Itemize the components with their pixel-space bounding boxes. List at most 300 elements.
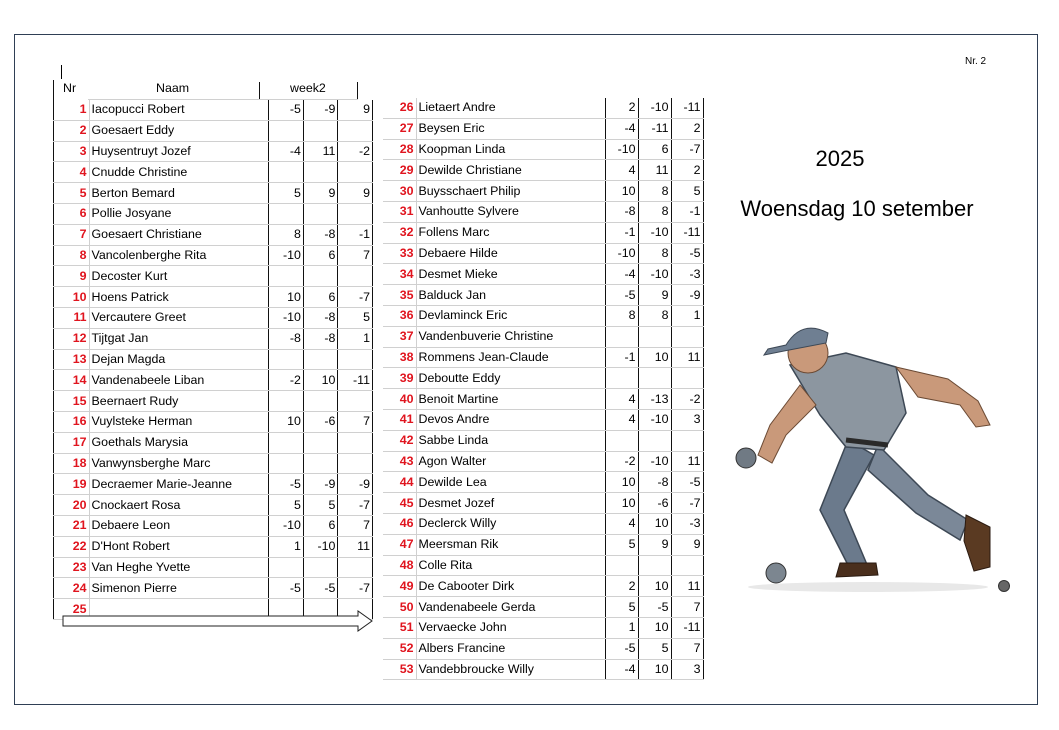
player-number: 31 [383, 201, 416, 222]
score-3: -11 [671, 98, 703, 118]
table-row [54, 120, 373, 141]
player-number: 48 [383, 555, 416, 576]
score-3 [338, 266, 373, 287]
score-2: -8 [638, 472, 671, 493]
player-name: Beysen Eric [416, 118, 605, 139]
player-number: 29 [383, 160, 416, 181]
table-row [54, 453, 373, 474]
player-number: 38 [383, 347, 416, 368]
score-2 [303, 203, 338, 224]
player-name: Dejan Magda [89, 349, 269, 370]
score-3 [671, 326, 703, 347]
score-3 [671, 555, 703, 576]
score-1: 5 [269, 495, 304, 516]
table-row [383, 617, 703, 638]
player-number: 7 [54, 224, 90, 245]
header-name: Naam [156, 81, 190, 95]
score-3: -7 [338, 495, 373, 516]
player-number: 39 [383, 368, 416, 389]
score-1 [269, 391, 304, 412]
player-name: Debaere Leon [89, 515, 269, 536]
player-name: Lietaert Andre [416, 98, 605, 118]
score-1: 2 [605, 576, 638, 597]
small-ball-icon [998, 580, 1010, 592]
player-name: Albers Francine [416, 638, 605, 659]
players-table-right [383, 98, 704, 680]
score-2: 5 [638, 638, 671, 659]
score-2: -11 [638, 118, 671, 139]
score-3: 11 [671, 347, 703, 368]
score-3: 7 [338, 245, 373, 266]
table-row [383, 597, 703, 618]
player-number: 30 [383, 181, 416, 202]
score-1: 8 [605, 305, 638, 326]
score-1: -4 [269, 141, 304, 162]
score-1: 10 [269, 411, 304, 432]
score-3: 2 [671, 160, 703, 181]
score-2: -10 [638, 451, 671, 472]
score-3: 1 [671, 305, 703, 326]
player-number: 42 [383, 430, 416, 451]
header-nr: Nr [63, 81, 77, 95]
score-3: -11 [671, 222, 703, 243]
player-name: Koopman Linda [416, 139, 605, 160]
score-3: 3 [671, 409, 703, 430]
score-2: -10 [638, 222, 671, 243]
score-1: 8 [269, 224, 304, 245]
player-number: 41 [383, 409, 416, 430]
score-3: -7 [671, 139, 703, 160]
player-name: Vandenabeele Liban [89, 370, 269, 391]
score-1: 10 [605, 472, 638, 493]
player-number: 35 [383, 285, 416, 306]
table-row [383, 493, 703, 514]
player-number: 40 [383, 389, 416, 410]
player-number: 34 [383, 264, 416, 285]
score-3 [338, 120, 373, 141]
header-week: week2 [290, 81, 326, 95]
table-row [54, 557, 373, 578]
score-1: 10 [269, 287, 304, 308]
score-2: 8 [638, 305, 671, 326]
score-2: 10 [638, 576, 671, 597]
player-number: 22 [54, 536, 90, 557]
score-3: -3 [671, 513, 703, 534]
score-1 [269, 203, 304, 224]
score-1: -8 [269, 328, 304, 349]
table-row [54, 100, 373, 120]
player-number: 10 [54, 287, 90, 308]
player-name: Declerck Willy [416, 513, 605, 534]
table-row [383, 451, 703, 472]
table-row [383, 389, 703, 410]
player-name: Meersman Rik [416, 534, 605, 555]
player-name: Desmet Mieke [416, 264, 605, 285]
table-row [54, 287, 373, 308]
score-2: -13 [638, 389, 671, 410]
player-name: De Cabooter Dirk [416, 576, 605, 597]
table-row [383, 201, 703, 222]
player-number: 24 [54, 578, 90, 599]
score-2: 10 [303, 370, 338, 391]
player-number: 32 [383, 222, 416, 243]
player-number: 9 [54, 266, 90, 287]
score-3: -11 [671, 617, 703, 638]
player-name: Cnudde Christine [89, 162, 269, 183]
score-1 [605, 368, 638, 389]
player-number: 43 [383, 451, 416, 472]
player-number: 8 [54, 245, 90, 266]
table-row [54, 370, 373, 391]
score-1: 5 [269, 183, 304, 204]
player-name: Vancolenberghe Rita [89, 245, 269, 266]
score-2: 9 [638, 534, 671, 555]
player-number: 4 [54, 162, 90, 183]
year-title: 2025 [815, 146, 865, 171]
score-1: 10 [605, 181, 638, 202]
score-3: 9 [338, 183, 373, 204]
player-name: Colle Rita [416, 555, 605, 576]
player-name: Vandebbroucke Willy [416, 659, 605, 680]
player-number: 6 [54, 203, 90, 224]
player-name: D'Hont Robert [89, 536, 269, 557]
player-name: Iacopucci Robert [89, 100, 269, 120]
table-row [54, 141, 373, 162]
score-2: 11 [638, 160, 671, 181]
score-3: -11 [338, 370, 373, 391]
score-1 [269, 162, 304, 183]
header-border-left [53, 80, 54, 100]
score-1: -10 [605, 139, 638, 160]
table-row [383, 472, 703, 493]
table-row [54, 495, 373, 516]
player-name: Dewilde Christiane [416, 160, 605, 181]
score-1: -5 [269, 474, 304, 495]
player-number: 13 [54, 349, 90, 370]
score-1: -4 [605, 659, 638, 680]
score-3: -7 [338, 578, 373, 599]
player-name: Buysschaert Philip [416, 181, 605, 202]
score-3: -5 [671, 472, 703, 493]
score-1: 4 [605, 389, 638, 410]
score-3: -9 [671, 285, 703, 306]
score-2: 9 [638, 285, 671, 306]
player-name: Cnockaert Rosa [89, 495, 269, 516]
player-name: Agon Walter [416, 451, 605, 472]
player-number: 12 [54, 328, 90, 349]
table-row [383, 264, 703, 285]
score-2: -9 [303, 100, 338, 120]
score-1 [269, 120, 304, 141]
score-1 [269, 557, 304, 578]
score-2 [638, 326, 671, 347]
score-2 [303, 557, 338, 578]
header-border-week [259, 82, 260, 100]
score-2: 10 [638, 513, 671, 534]
table-row [383, 368, 703, 389]
table-row [383, 305, 703, 326]
player-name: Sabbe Linda [416, 430, 605, 451]
player-number: 50 [383, 597, 416, 618]
player-name: Rommens Jean-Claude [416, 347, 605, 368]
table-row [383, 326, 703, 347]
score-3 [338, 557, 373, 578]
table-row [383, 638, 703, 659]
score-3: -7 [671, 493, 703, 514]
score-3: -1 [338, 224, 373, 245]
player-name: Devlaminck Eric [416, 305, 605, 326]
table-row [383, 222, 703, 243]
score-1: 5 [605, 597, 638, 618]
score-3 [338, 162, 373, 183]
score-2: -8 [303, 328, 338, 349]
player-name: Devos Andre [416, 409, 605, 430]
player-name: Vanhoutte Sylvere [416, 201, 605, 222]
score-3 [671, 430, 703, 451]
player-number: 46 [383, 513, 416, 534]
player-name: Dewilde Lea [416, 472, 605, 493]
table-row [383, 534, 703, 555]
score-3: 7 [671, 638, 703, 659]
score-1 [269, 453, 304, 474]
score-3 [338, 391, 373, 412]
score-2 [303, 349, 338, 370]
table-row [54, 432, 373, 453]
score-3: 1 [338, 328, 373, 349]
player-name: Follens Marc [416, 222, 605, 243]
player-name: Goesaert Eddy [89, 120, 269, 141]
table-row [383, 513, 703, 534]
score-2: 5 [303, 495, 338, 516]
score-3: 9 [671, 534, 703, 555]
table-row [383, 139, 703, 160]
score-2: -10 [638, 409, 671, 430]
score-3: 7 [338, 411, 373, 432]
score-1: -10 [605, 243, 638, 264]
player-number: 18 [54, 453, 90, 474]
player-name: Berton Bemard [89, 183, 269, 204]
table-row [383, 243, 703, 264]
score-2 [303, 162, 338, 183]
score-2: -9 [303, 474, 338, 495]
table-row [383, 409, 703, 430]
table-row [54, 162, 373, 183]
score-1: -4 [605, 264, 638, 285]
player-name: Vuylsteke Herman [89, 411, 269, 432]
player-name: Decraemer Marie-Jeanne [89, 474, 269, 495]
score-1 [605, 326, 638, 347]
player-number: 49 [383, 576, 416, 597]
player-name: Beernaert Rudy [89, 391, 269, 412]
score-3: -1 [671, 201, 703, 222]
table-row [54, 245, 373, 266]
player-name: Desmet Jozef [416, 493, 605, 514]
player-number: 2 [54, 120, 90, 141]
table-row [383, 160, 703, 181]
player-name: Vervaecke John [416, 617, 605, 638]
score-3: 11 [671, 451, 703, 472]
score-2: 11 [303, 141, 338, 162]
score-3: -2 [671, 389, 703, 410]
score-2: -8 [303, 307, 338, 328]
player-name: Vercautere Greet [89, 307, 269, 328]
score-1 [269, 349, 304, 370]
score-3 [338, 453, 373, 474]
score-2: -6 [638, 493, 671, 514]
table-row [54, 266, 373, 287]
player-number: 28 [383, 139, 416, 160]
player-number: 15 [54, 391, 90, 412]
score-2: -10 [638, 264, 671, 285]
score-3: 5 [338, 307, 373, 328]
score-2: 9 [303, 183, 338, 204]
score-1: -8 [605, 201, 638, 222]
score-2: 8 [638, 243, 671, 264]
score-2: 8 [638, 201, 671, 222]
table-row [54, 411, 373, 432]
score-1: -5 [269, 100, 304, 120]
player-name: Van Heghe Yvette [89, 557, 269, 578]
score-3: 7 [671, 597, 703, 618]
table-row [54, 183, 373, 204]
score-3: -2 [338, 141, 373, 162]
header-border-right [357, 82, 358, 100]
score-3: 11 [671, 576, 703, 597]
score-2: -10 [303, 536, 338, 557]
player-number: 1 [54, 100, 90, 120]
score-2: -10 [638, 98, 671, 118]
score-3: 5 [671, 181, 703, 202]
score-2: -5 [303, 578, 338, 599]
score-3 [338, 349, 373, 370]
table-row [54, 474, 373, 495]
score-1 [269, 266, 304, 287]
continue-arrow-icon [62, 610, 374, 632]
score-1: -5 [605, 638, 638, 659]
table-row [383, 555, 703, 576]
score-1: 10 [605, 493, 638, 514]
player-number: 25 [54, 599, 90, 620]
score-3: -3 [671, 264, 703, 285]
player-name: Hoens Patrick [89, 287, 269, 308]
player-number: 37 [383, 326, 416, 347]
players-table-left [53, 100, 373, 620]
score-1: 4 [605, 513, 638, 534]
score-1: 1 [605, 617, 638, 638]
player-number: 52 [383, 638, 416, 659]
table-row [383, 576, 703, 597]
player-number: 47 [383, 534, 416, 555]
table-row [383, 430, 703, 451]
table-row [383, 285, 703, 306]
table-row [54, 515, 373, 536]
score-1: -4 [605, 118, 638, 139]
score-3 [671, 368, 703, 389]
score-2: -8 [303, 224, 338, 245]
score-1: 1 [269, 536, 304, 557]
player-name: Simenon Pierre [89, 578, 269, 599]
player-name: Vanwynsberghe Marc [89, 453, 269, 474]
score-2: 6 [303, 515, 338, 536]
table-row [54, 349, 373, 370]
player-name: Vandenbuverie Christine [416, 326, 605, 347]
table-row [54, 328, 373, 349]
petanque-player-illustration [728, 305, 1000, 595]
player-name: Tijtgat Jan [89, 328, 269, 349]
score-2 [303, 120, 338, 141]
score-3: -5 [671, 243, 703, 264]
score-1: -2 [269, 370, 304, 391]
score-1: 2 [605, 98, 638, 118]
score-2 [638, 555, 671, 576]
score-2: -5 [638, 597, 671, 618]
table-row [54, 536, 373, 557]
player-number: 19 [54, 474, 90, 495]
score-2 [303, 266, 338, 287]
score-3: 9 [338, 100, 373, 120]
table-row [383, 98, 703, 118]
player-number: 14 [54, 370, 90, 391]
score-1: -5 [605, 285, 638, 306]
table-row [54, 578, 373, 599]
player-name: Huysentruyt Jozef [89, 141, 269, 162]
score-3: 3 [671, 659, 703, 680]
table-row [383, 347, 703, 368]
player-number: 26 [383, 98, 416, 118]
score-3: -7 [338, 287, 373, 308]
player-number: 36 [383, 305, 416, 326]
score-2: 6 [638, 139, 671, 160]
player-name: Pollie Josyane [89, 203, 269, 224]
player-number: 27 [383, 118, 416, 139]
score-1: 4 [605, 409, 638, 430]
table-row [54, 307, 373, 328]
player-number: 51 [383, 617, 416, 638]
table-row [383, 181, 703, 202]
score-1: 4 [605, 160, 638, 181]
score-1: -5 [269, 578, 304, 599]
score-2: 10 [638, 659, 671, 680]
page-number: Nr. 2 [965, 56, 987, 67]
score-1: 5 [605, 534, 638, 555]
score-2 [303, 432, 338, 453]
score-1: -2 [605, 451, 638, 472]
score-2 [303, 391, 338, 412]
score-2 [303, 453, 338, 474]
player-number: 5 [54, 183, 90, 204]
score-1: -1 [605, 222, 638, 243]
score-2: -6 [303, 411, 338, 432]
score-2: 6 [303, 245, 338, 266]
date-title: Woensdag 10 setember [740, 196, 974, 221]
score-3: -9 [338, 474, 373, 495]
player-number: 16 [54, 411, 90, 432]
table-row [54, 391, 373, 412]
score-1 [605, 430, 638, 451]
table-row [383, 118, 703, 139]
player-name: Goesaert Christiane [89, 224, 269, 245]
player-name: Vandenabeele Gerda [416, 597, 605, 618]
player-number: 23 [54, 557, 90, 578]
score-3: 11 [338, 536, 373, 557]
player-number: 17 [54, 432, 90, 453]
player-number: 3 [54, 141, 90, 162]
score-2: 6 [303, 287, 338, 308]
player-name: Balduck Jan [416, 285, 605, 306]
score-3 [338, 432, 373, 453]
score-2: 10 [638, 347, 671, 368]
score-3: 2 [671, 118, 703, 139]
